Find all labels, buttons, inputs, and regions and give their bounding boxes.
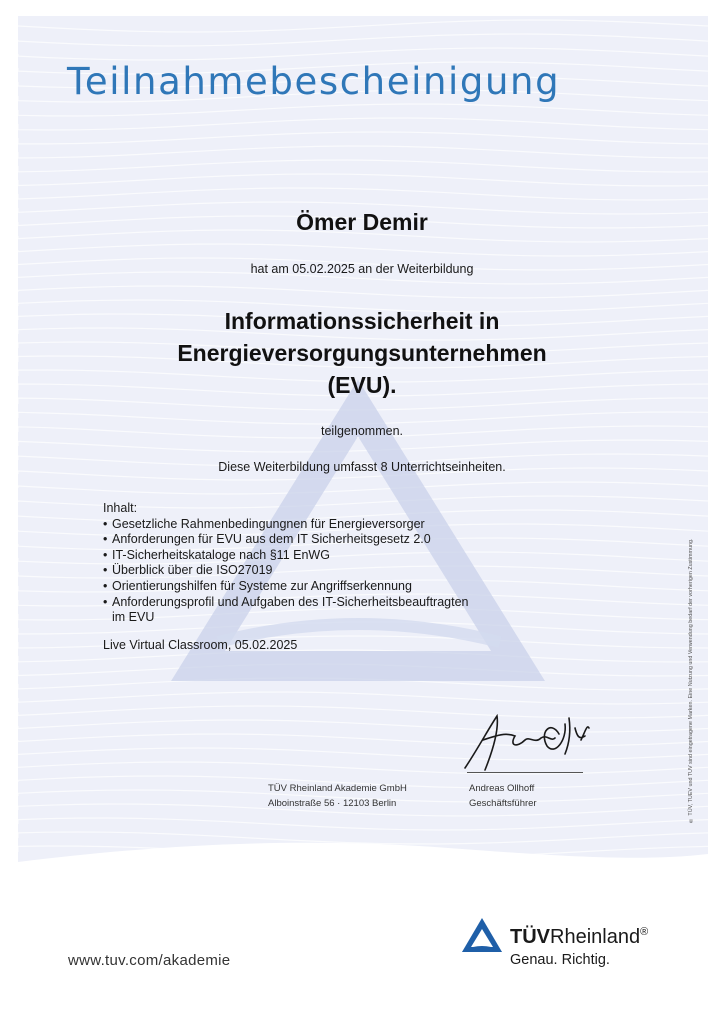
- bullet: •: [103, 578, 108, 593]
- list-item: • Anforderungsprofil und Aufgaben des IT-Sicherheitsbeauftragten: [103, 594, 469, 609]
- participated-text: teilgenommen.: [321, 424, 403, 438]
- list-item: • Gesetzliche Rahmenbedingungnen für Energieversorger: [103, 516, 425, 531]
- handwritten-signature-icon: [455, 710, 595, 780]
- certificate-background: [18, 16, 708, 874]
- participant-name: Ömer Demir: [296, 209, 428, 235]
- list-item: • Anforderungen für EVU aus dem IT Sicherheitsgesetz 2.0: [103, 532, 431, 547]
- trademark-note: ® TÜV, TUEV und TUV sind eingetragene Marken. Eine Nutzung und Verwendung bedarf der vorherigen Zustimmung.: [688, 538, 694, 823]
- signatory-name: Andreas Ollhoff: [469, 783, 535, 794]
- tuv-triangle-logo-icon: [460, 916, 504, 956]
- signature-line: [467, 772, 583, 773]
- logo-slogan: Genau. Richtig.: [510, 952, 610, 968]
- intro-text: hat am 05.02.2025 an der Weiterbildung: [250, 262, 474, 276]
- bullet: •: [103, 547, 108, 562]
- issuer-address: Alboinstraße 56 · 12103 Berlin: [268, 798, 397, 809]
- course-title-line: Informationssicherheit in: [224, 308, 500, 334]
- panel-bottom-wave: [18, 16, 708, 874]
- course-title-line: Energieversorgungsunternehmen: [177, 340, 547, 366]
- bullet: •: [103, 532, 108, 547]
- issuer-name: TÜV Rheinland Akademie GmbH: [268, 783, 407, 794]
- logo-wordmark: TÜVRheinland®: [510, 926, 649, 948]
- contents-heading: Inhalt:: [103, 501, 138, 515]
- bullet: •: [103, 563, 108, 578]
- issuer-block: [268, 781, 407, 811]
- place-date: Live Virtual Classroom, 05.02.2025: [103, 638, 298, 652]
- list-item-continuation: im EVU: [112, 610, 155, 625]
- bullet: •: [103, 516, 108, 531]
- signatory-block: [469, 781, 537, 811]
- footer-url[interactable]: www.tuv.com/akademie: [68, 952, 231, 969]
- list-item: • Orientierungshilfen für Systeme zur Angriffserkennung: [103, 578, 412, 593]
- bullet: •: [103, 594, 108, 609]
- certificate-title: Teilnahmebescheinigung: [67, 60, 561, 103]
- signatory-role: Geschäftsführer: [469, 798, 537, 809]
- course-title: [0, 305, 724, 401]
- contents-list: [103, 517, 469, 626]
- units-text: Diese Weiterbildung umfasst 8 Unterrichtseinheiten.: [218, 460, 506, 474]
- list-item: • IT-Sicherheitskataloge nach §11 EnWG: [103, 547, 330, 562]
- list-item: • Überblick über die ISO27019: [103, 563, 273, 578]
- course-title-line: (EVU).: [327, 372, 397, 398]
- contents-section: [103, 501, 469, 626]
